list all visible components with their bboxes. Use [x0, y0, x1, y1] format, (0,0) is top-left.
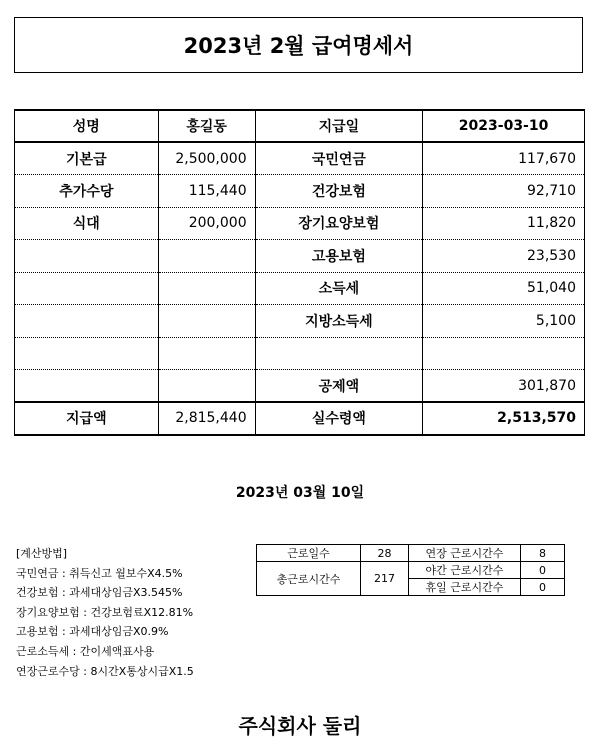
earning-amount — [158, 240, 255, 273]
earning-label — [15, 337, 159, 370]
table-row — [15, 207, 585, 240]
notes-line: 고용보험 : 과세대상임금X0.9% — [16, 625, 169, 639]
table-header-row — [15, 110, 585, 142]
net-pay-value: 2,513,570 — [423, 402, 585, 435]
total-hours-label: 총근로시간수 — [257, 562, 361, 596]
earning-amount — [158, 305, 255, 338]
deduction-label: 소득세 — [255, 272, 423, 305]
deduction-amount: 11,820 — [423, 207, 585, 240]
deduction-amount: 92,710 — [423, 175, 585, 208]
payslip-table — [14, 109, 585, 436]
name-label: 성명 — [15, 110, 159, 142]
notes-heading: [계산방법] — [16, 547, 68, 560]
notes-line: 국민연금 : 취득신고 월보수X4.5% — [16, 566, 183, 580]
notes-line: 장기요양보험 : 건강보험료X12.81% — [16, 605, 194, 619]
earning-label: 식대 — [15, 207, 159, 240]
earning-label: 추가수당 — [15, 175, 159, 208]
gross-pay-value: 2,815,440 — [158, 402, 255, 435]
deduction-amount — [423, 337, 585, 370]
work-days-label: 근로일수 — [257, 545, 361, 562]
company-name: 주식회사 둘리 — [238, 714, 362, 738]
holiday-hours-label: 휴일 근로시간수 — [409, 579, 521, 596]
deduction-label: 국민연금 — [255, 142, 423, 175]
pay-date-label: 지급일 — [255, 110, 423, 142]
night-hours-value: 0 — [521, 562, 565, 579]
page-title: 2023년 2월 급여명세서 — [14, 17, 583, 73]
notes-line: 연장근로수당 : 8시간X통상시급X1.5 — [16, 664, 194, 678]
earning-label: 기본급 — [15, 142, 159, 175]
earning-amount — [158, 272, 255, 305]
earning-amount — [158, 337, 255, 370]
earning-amount: 200,000 — [158, 207, 255, 240]
table-row — [15, 142, 585, 175]
earning-label — [15, 240, 159, 273]
earning-amount: 115,440 — [158, 175, 255, 208]
earning-amount — [158, 370, 255, 403]
earning-label — [15, 272, 159, 305]
gross-pay-label: 지급액 — [15, 402, 159, 435]
notes-line: 건강보험 : 과세대상임금X3.545% — [16, 586, 183, 600]
name-value: 홍길동 — [158, 110, 255, 142]
earning-label — [15, 305, 159, 338]
table-row — [15, 240, 585, 273]
table-row — [15, 175, 585, 208]
hours-row — [257, 562, 565, 579]
work-hours-table — [256, 544, 565, 596]
deduction-label — [255, 337, 423, 370]
table-row — [15, 370, 585, 403]
deduction-amount: 5,100 — [423, 305, 585, 338]
table-row — [15, 337, 585, 370]
deduction-label: 지방소득세 — [255, 305, 423, 338]
earning-label — [15, 370, 159, 403]
table-row — [15, 272, 585, 305]
holiday-hours-value: 0 — [521, 579, 565, 596]
hours-row — [257, 545, 565, 562]
deduction-label: 고용보험 — [255, 240, 423, 273]
overtime-value: 8 — [521, 545, 565, 562]
total-hours-value: 217 — [361, 562, 409, 596]
pay-date-value: 2023-03-10 — [423, 110, 585, 142]
notes-line: 근로소득세 : 간이세액표사용 — [16, 644, 155, 658]
issue-date: 2023년 03월 10일 — [235, 485, 365, 501]
earning-amount: 2,500,000 — [158, 142, 255, 175]
deduction-amount: 51,040 — [423, 272, 585, 305]
table-row — [15, 305, 585, 338]
net-pay-label: 실수령액 — [255, 402, 423, 435]
table-total-row — [15, 402, 585, 435]
deduction-amount: 117,670 — [423, 142, 585, 175]
overtime-label: 연장 근로시간수 — [409, 545, 521, 562]
night-hours-label: 야간 근로시간수 — [409, 562, 521, 579]
total-deduction-amount: 301,870 — [423, 370, 585, 403]
calculation-notes — [16, 544, 194, 681]
total-deduction-label: 공제액 — [255, 370, 423, 403]
deduction-amount: 23,530 — [423, 240, 585, 273]
deduction-label: 장기요양보험 — [255, 207, 423, 240]
work-days-value: 28 — [361, 545, 409, 562]
deduction-label: 건강보험 — [255, 175, 423, 208]
